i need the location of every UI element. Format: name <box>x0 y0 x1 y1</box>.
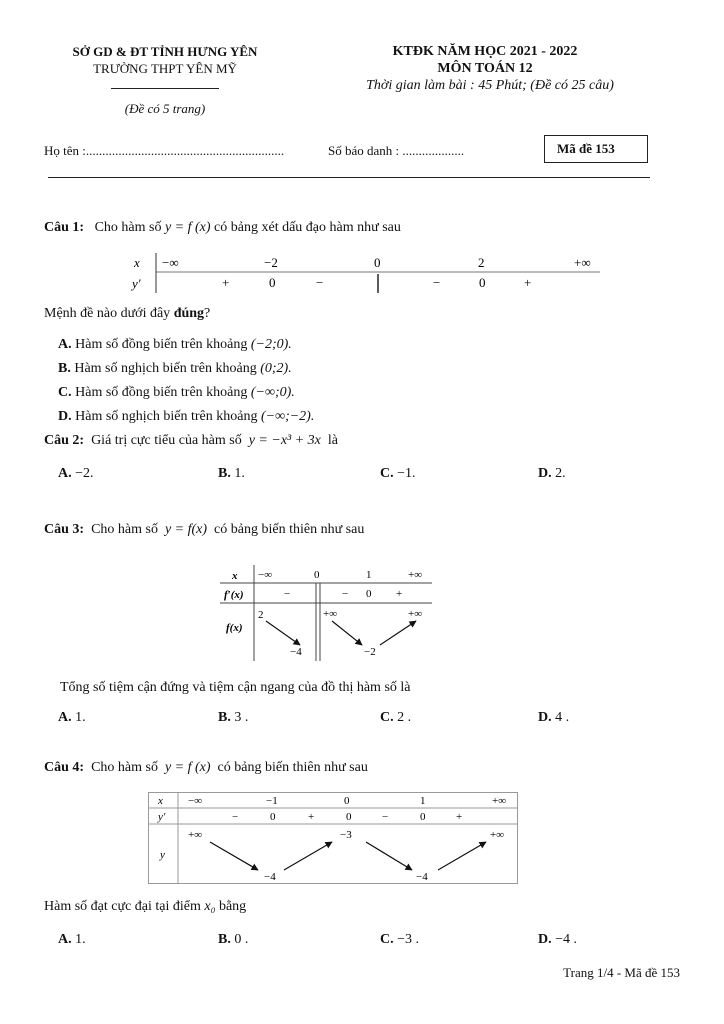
arrow-down <box>332 621 362 645</box>
school-department: SỞ GD & ĐT TỈNH HƯNG YÊN <box>72 44 258 59</box>
y-val: −4 <box>264 871 276 883</box>
sign: − <box>232 811 239 823</box>
row-head-f: f(x) <box>226 622 243 634</box>
sign: − <box>433 275 441 290</box>
x-val: 2 <box>478 255 485 270</box>
function-expression: y = f (x) <box>164 220 211 235</box>
question-2-label: Câu 2: <box>44 433 85 448</box>
sign: + <box>396 588 403 600</box>
answer-option-a[interactable]: A. 1. <box>58 710 86 725</box>
answer-option-b[interactable]: B. 1. <box>218 466 245 481</box>
arrow-down <box>366 842 412 870</box>
f-val: −2 <box>364 646 376 658</box>
x-val: −2 <box>264 255 278 270</box>
question-3-stem: Câu 3: Cho hàm số y = f(x) có bảng biến thiên như sau <box>44 522 365 537</box>
question-4-options <box>58 932 618 950</box>
x-val: +∞ <box>574 255 591 270</box>
student-id-field: Số báo danh : ................... <box>328 143 465 158</box>
y-val: +∞ <box>188 829 203 841</box>
question-4-label: Câu 4: <box>44 760 85 775</box>
answer-option-c[interactable]: C. −1. <box>380 466 416 481</box>
sign: 0 <box>366 588 372 600</box>
sign: − <box>316 275 324 290</box>
f-val: −4 <box>290 646 302 658</box>
x-val: +∞ <box>408 569 423 581</box>
arrow-down <box>210 842 258 870</box>
question-1-label: Câu 1: <box>44 220 85 235</box>
row-head-x: x <box>232 570 238 582</box>
row-head-x: x <box>158 795 163 807</box>
x-val: 0 <box>374 255 381 270</box>
answer-option-a[interactable]: A. 1. <box>58 932 86 947</box>
x-val: 0 <box>344 795 350 807</box>
sign: 0 <box>269 275 276 290</box>
sign: + <box>456 811 463 823</box>
answer-option-b[interactable]: B. Hàm số nghịch biến trên khoảng (0;2). <box>58 361 292 376</box>
x-val: 1 <box>366 569 372 581</box>
question-4-stem: Câu 4: Cho hàm số y = f (x) có bảng biến thiên như sau <box>44 760 368 775</box>
question-1-stem: Câu 1: Cho hàm số y = f (x) có bảng xét dấu đạo hàm như sau <box>44 220 401 235</box>
question-3-options <box>58 710 618 728</box>
x-val: −1 <box>266 795 278 807</box>
header-divider <box>111 88 219 89</box>
arrow-up <box>284 842 332 870</box>
x-val: −∞ <box>188 795 203 807</box>
arrow-up <box>438 842 486 870</box>
answer-option-b[interactable]: B. 0 . <box>218 932 249 947</box>
x-val: −∞ <box>258 569 273 581</box>
sign-table-q1 <box>120 250 600 294</box>
row-head-x: x <box>134 255 140 270</box>
x-val: 0 <box>314 569 320 581</box>
answer-option-c[interactable]: C. Hàm số đồng biến trên khoảng (−∞;0). <box>58 385 295 400</box>
variation-table-q3 <box>220 565 432 661</box>
school-name: TRƯỜNG THPT YÊN MỸ <box>93 61 237 76</box>
answer-option-a[interactable]: A. −2. <box>58 466 94 481</box>
arrow-down <box>266 621 300 645</box>
function-expression: y = f(x) <box>164 522 208 537</box>
question-2-options <box>58 466 618 484</box>
page-count-note: (Đề có 5 trang) <box>124 101 206 116</box>
y-val: −4 <box>416 871 428 883</box>
question-3-label: Câu 3: <box>44 522 85 537</box>
answer-option-d[interactable]: D. 2. <box>538 466 566 481</box>
exam-title: KTĐK NĂM HỌC 2021 - 2022 <box>392 44 578 59</box>
f-val: 2 <box>258 609 264 621</box>
f-val: +∞ <box>408 608 423 620</box>
x-val: 1 <box>420 795 426 807</box>
sign: − <box>284 588 291 600</box>
function-expression: y = −x³ + 3x <box>248 433 321 448</box>
y-val: +∞ <box>490 829 505 841</box>
question-3-prompt: Tổng số tiệm cận đứng và tiệm cận ngang của đồ thị hàm số là <box>60 680 411 695</box>
answer-option-d[interactable]: D. Hàm số nghịch biến trên khoảng (−∞;−2). <box>58 409 315 424</box>
header-rule <box>48 177 650 178</box>
arrow-up <box>380 621 416 645</box>
answer-option-d[interactable]: D. 4 . <box>538 710 570 725</box>
row-head-yprime: y′ <box>132 276 141 291</box>
row-head-fprime: f′(x) <box>224 589 244 601</box>
answer-option-c[interactable]: C. 2 . <box>380 710 412 725</box>
question-4-prompt: Hàm số đạt cực đại tại điểm x₀ bằng <box>44 899 247 914</box>
variation-table-q4 <box>148 792 518 884</box>
exam-duration: Thời gian làm bài : 45 Phút; (Đề có 25 câu) <box>366 78 614 93</box>
sign: + <box>222 275 230 290</box>
student-name-field: Họ tên :............................................................. <box>44 143 285 158</box>
sign: − <box>342 588 349 600</box>
f-val: +∞ <box>323 608 338 620</box>
function-expression: y = f (x) <box>164 760 211 775</box>
row-head-y: y <box>160 849 165 861</box>
page-footer: Trang 1/4 - Mã đề 153 <box>563 965 680 980</box>
sign: + <box>524 275 532 290</box>
subject-title: MÔN TOÁN 12 <box>437 61 533 76</box>
sign: − <box>382 811 389 823</box>
sign: 0 <box>346 811 352 823</box>
x-val: +∞ <box>492 795 507 807</box>
answer-option-b[interactable]: B. 3 . <box>218 710 249 725</box>
x-val: −∞ <box>162 255 179 270</box>
answer-option-a[interactable]: A. Hàm số đồng biến trên khoảng (−2;0). <box>58 337 292 352</box>
sign: 0 <box>270 811 276 823</box>
sign: 0 <box>479 275 486 290</box>
exam-code-box: Mã đề 153 <box>544 135 648 163</box>
question-2-stem: Câu 2: Giá trị cực tiểu của hàm số y = −x³ + 3x là <box>44 433 339 448</box>
question-1-prompt: Mệnh đề nào dưới đây đúng? <box>44 306 211 321</box>
answer-option-c[interactable]: C. −3 . <box>380 932 420 947</box>
answer-option-d[interactable]: D. −4 . <box>538 932 578 947</box>
y-val: −3 <box>340 829 352 841</box>
sign: 0 <box>420 811 426 823</box>
sign: + <box>308 811 315 823</box>
row-head-yprime: y′ <box>158 811 166 823</box>
